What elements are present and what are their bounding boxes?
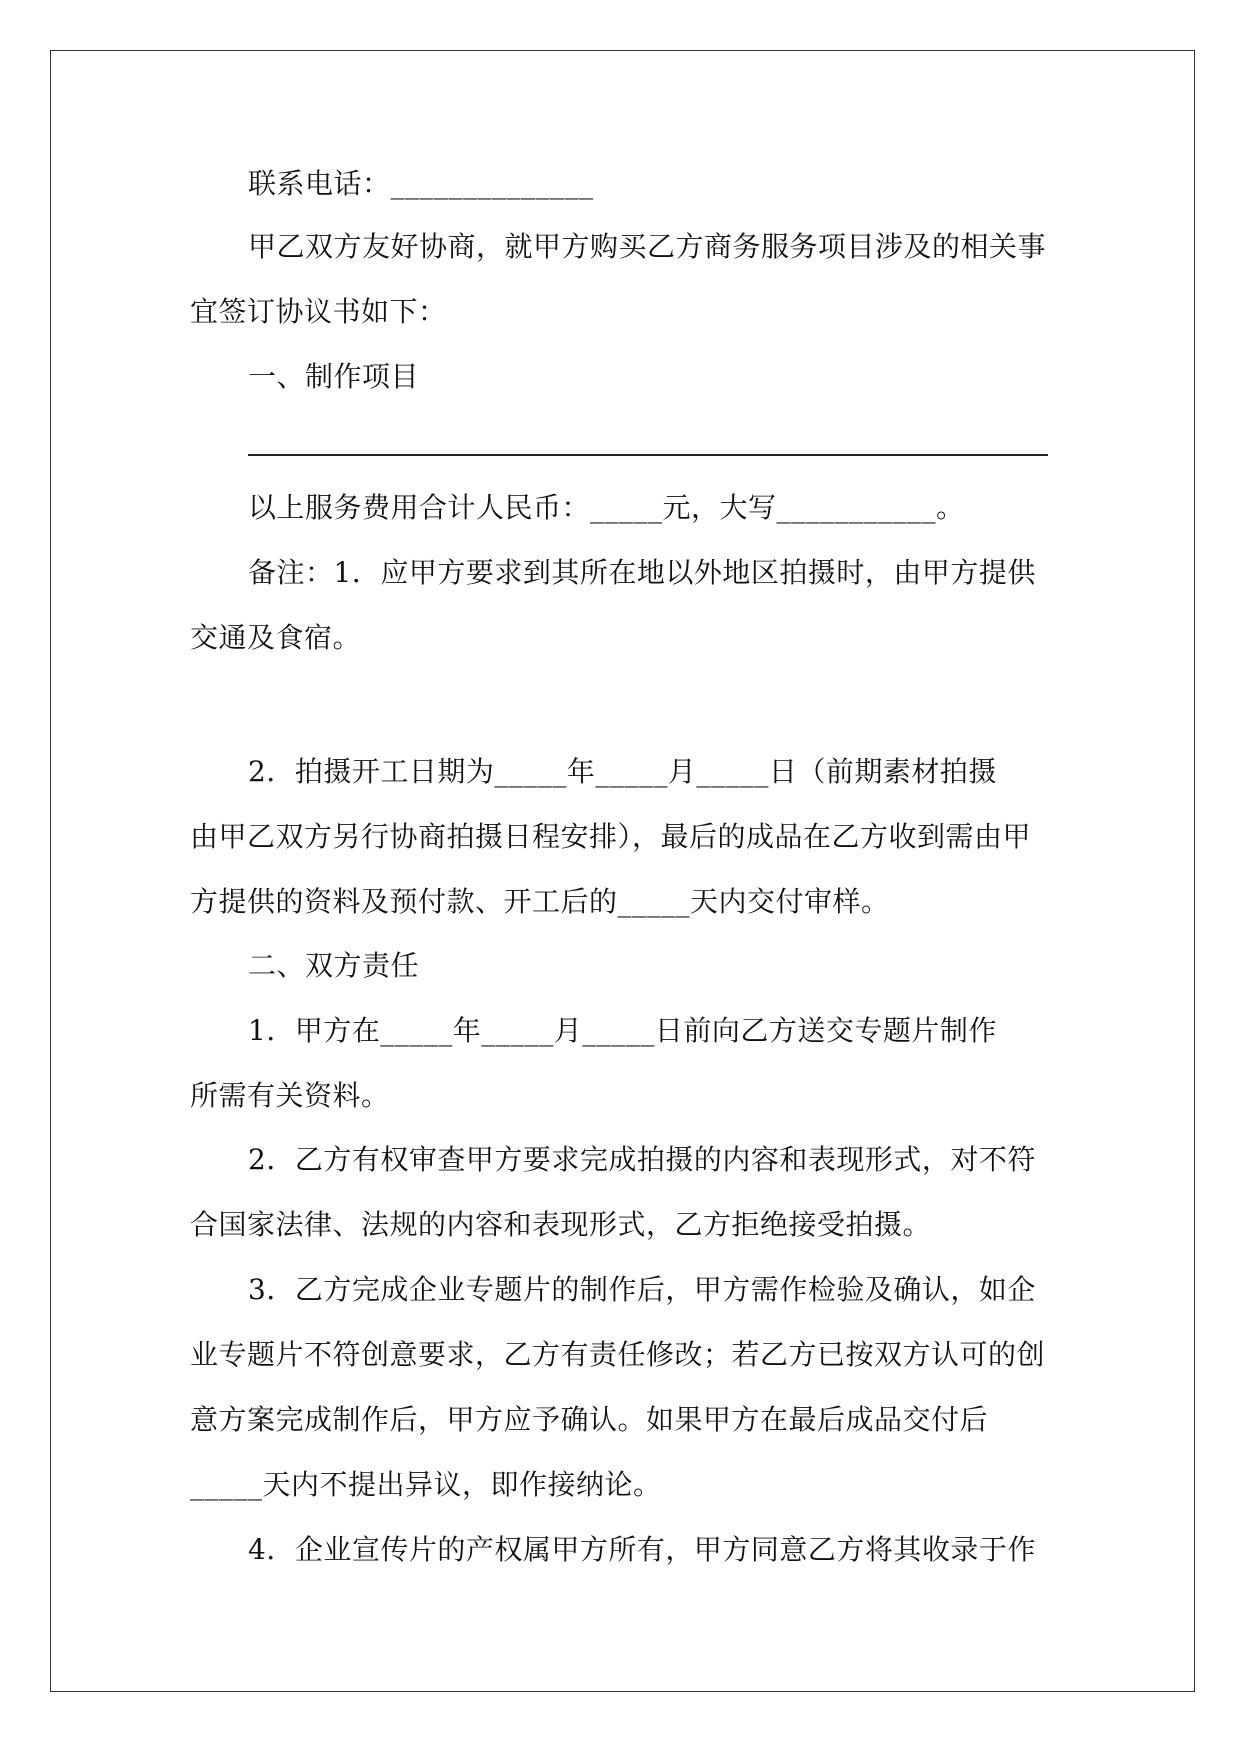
responsibility-3-line-3: 意方案完成制作后，甲方应予确认。如果甲方在最后成品交付后: [190, 1403, 989, 1436]
responsibility-3-line-1: 3．乙方完成企业专题片的制作后，甲方需作检验及确认，如企: [248, 1273, 1036, 1306]
blank-fill-line: [248, 454, 1048, 456]
responsibility-3-line-4: _____天内不提出异议，即作接纳论。: [190, 1468, 662, 1501]
remark-line-2: 交通及食宿。: [190, 621, 362, 654]
responsibility-1-line-2: 所需有关资料。: [190, 1079, 390, 1112]
clause-2-line-3: 方提供的资料及预付款、开工后的_____天内交付审样。: [190, 885, 890, 918]
clause-2-line-2: 由甲乙双方另行协商拍摄日程安排），最后的成品在乙方收到需由甲: [190, 820, 1032, 853]
responsibility-3-line-2: 业专题片不符创意要求，乙方有责任修改；若乙方已按双方认可的创: [190, 1338, 1046, 1371]
responsibility-1-line-1: 1．甲方在_____年_____月_____日前向乙方送交专题片制作: [248, 1014, 997, 1047]
contact-phone-line: 联系电话：______________: [248, 167, 594, 200]
paragraph-intro-line-1: 甲乙双方友好协商，就甲方购买乙方商务服务项目涉及的相关事: [248, 230, 1047, 263]
service-fee-line: 以上服务费用合计人民币：_____元，大写___________。: [248, 491, 965, 524]
responsibility-4-line-1: 4．企业宣传片的产权属甲方所有，甲方同意乙方将其收录于作: [248, 1533, 1036, 1566]
section-heading-production-items: 一、制作项目: [248, 360, 420, 393]
section-heading-responsibilities: 二、双方责任: [248, 949, 420, 982]
paragraph-intro-line-2: 宜签订协议书如下：: [190, 295, 447, 328]
clause-2-line-1: 2．拍摄开工日期为_____年_____月_____日（前期素材拍摄: [248, 755, 997, 788]
remark-line-1: 备注：1．应甲方要求到其所在地以外地区拍摄时，由甲方提供: [248, 556, 1036, 589]
responsibility-2-line-1: 2．乙方有权审查甲方要求完成拍摄的内容和表现形式，对不符: [248, 1143, 1036, 1176]
responsibility-2-line-2: 合国家法律、法规的内容和表现形式，乙方拒绝接受拍摄。: [190, 1208, 932, 1241]
